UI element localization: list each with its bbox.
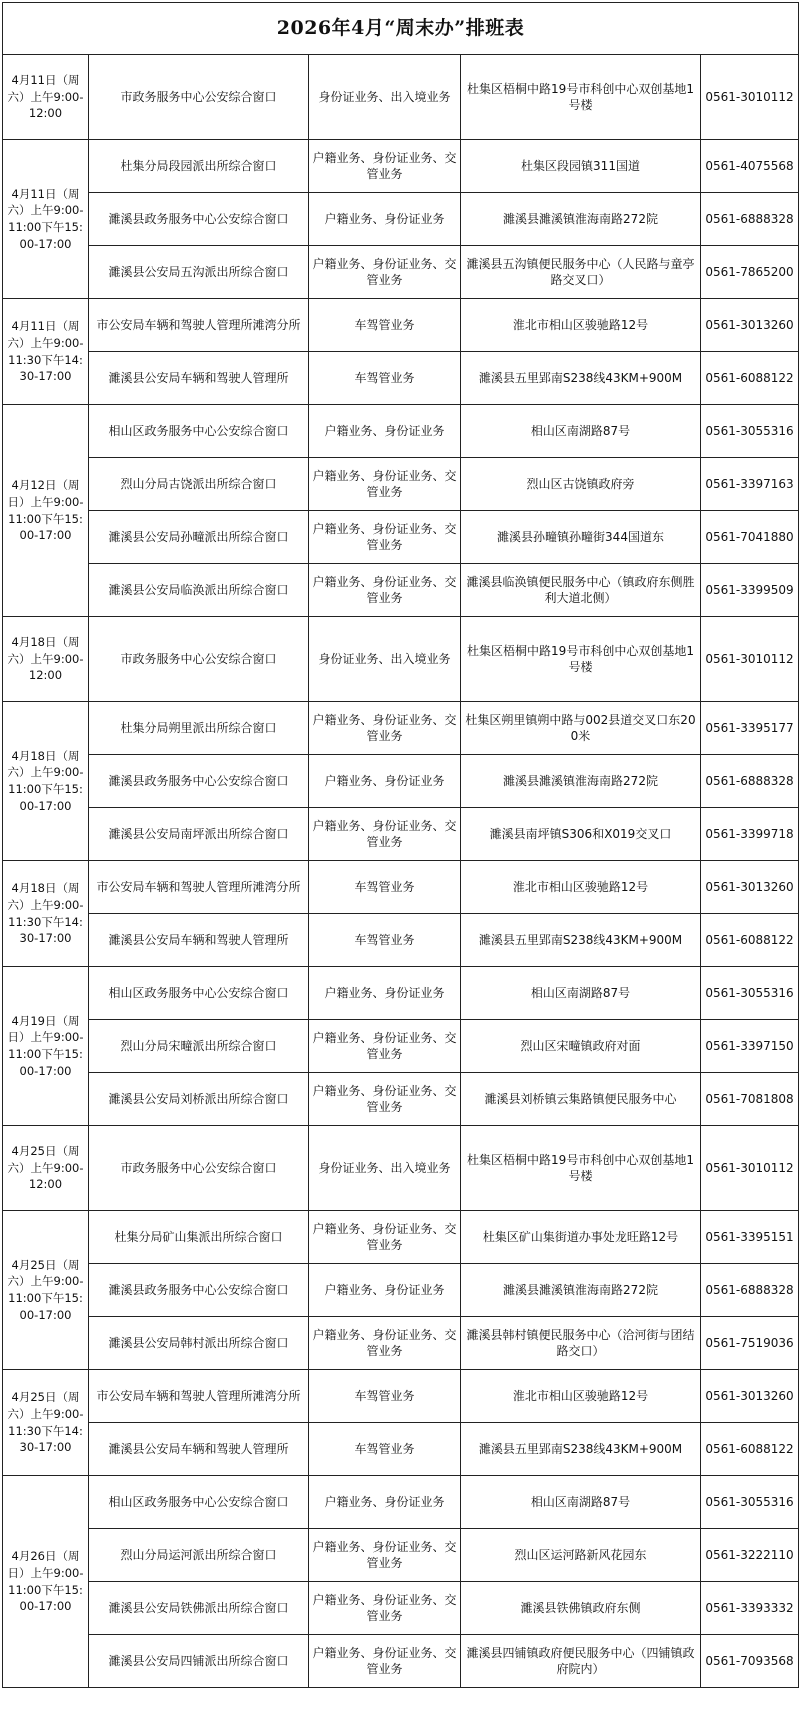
address-cell: 杜集区梧桐中路19号市科创中心双创基地1号楼 xyxy=(461,55,701,140)
date-cell: 4月25日（周六）上午9:00-12:00 xyxy=(3,1126,89,1211)
table-row xyxy=(3,1020,799,1073)
window-cell: 杜集分局矿山集派出所综合窗口 xyxy=(89,1211,309,1264)
address-cell: 相山区南湖路87号 xyxy=(461,967,701,1020)
business-cell: 户籍业务、身份证业务、交管业务 xyxy=(309,140,461,193)
window-cell: 濉溪县公安局南坪派出所综合窗口 xyxy=(89,808,309,861)
table-row xyxy=(3,299,799,352)
date-cell: 4月25日（周六）上午9:00-11:30下午14:30-17:00 xyxy=(3,1370,89,1476)
window-cell: 烈山分局运河派出所综合窗口 xyxy=(89,1529,309,1582)
address-cell: 濉溪县临涣镇便民服务中心（镇政府东侧胜利大道北侧） xyxy=(461,564,701,617)
window-cell: 濉溪县公安局刘桥派出所综合窗口 xyxy=(89,1073,309,1126)
address-cell: 杜集区段园镇311国道 xyxy=(461,140,701,193)
business-cell: 户籍业务、身份证业务、交管业务 xyxy=(309,702,461,755)
address-cell: 杜集区梧桐中路19号市科创中心双创基地1号楼 xyxy=(461,1126,701,1211)
phone-cell: 0561-3397163 xyxy=(701,458,799,511)
window-cell: 濉溪县公安局韩村派出所综合窗口 xyxy=(89,1317,309,1370)
table-row xyxy=(3,140,799,193)
date-cell: 4月11日（周六）上午9:00-11:00下午15:00-17:00 xyxy=(3,140,89,299)
phone-cell: 0561-7041880 xyxy=(701,511,799,564)
business-cell: 户籍业务、身份证业务、交管业务 xyxy=(309,1073,461,1126)
table-row xyxy=(3,1264,799,1317)
address-cell: 杜集区矿山集街道办事处龙旺路12号 xyxy=(461,1211,701,1264)
phone-cell: 0561-3395177 xyxy=(701,702,799,755)
phone-cell: 0561-3055316 xyxy=(701,405,799,458)
window-cell: 濉溪县公安局车辆和驾驶人管理所 xyxy=(89,352,309,405)
table-row xyxy=(3,755,799,808)
phone-cell: 0561-3013260 xyxy=(701,1370,799,1423)
address-cell: 濉溪县五里郢南S238线43KM+900M xyxy=(461,352,701,405)
business-cell: 户籍业务、身份证业务 xyxy=(309,193,461,246)
business-cell: 户籍业务、身份证业务 xyxy=(309,405,461,458)
phone-cell: 0561-6888328 xyxy=(701,1264,799,1317)
phone-cell: 0561-6088122 xyxy=(701,352,799,405)
phone-cell: 0561-6888328 xyxy=(701,755,799,808)
table-row xyxy=(3,352,799,405)
table-row xyxy=(3,808,799,861)
date-cell: 4月19日（周日）上午9:00-11:00下午15:00-17:00 xyxy=(3,967,89,1126)
business-cell: 身份证业务、出入境业务 xyxy=(309,55,461,140)
phone-cell: 0561-3397150 xyxy=(701,1020,799,1073)
business-cell: 户籍业务、身份证业务、交管业务 xyxy=(309,1529,461,1582)
phone-cell: 0561-6888328 xyxy=(701,193,799,246)
business-cell: 户籍业务、身份证业务 xyxy=(309,1264,461,1317)
phone-cell: 0561-3010112 xyxy=(701,617,799,702)
phone-cell: 0561-7081808 xyxy=(701,1073,799,1126)
table-row xyxy=(3,1476,799,1529)
window-cell: 濉溪县公安局车辆和驾驶人管理所 xyxy=(89,1423,309,1476)
business-cell: 车驾管业务 xyxy=(309,861,461,914)
table-row xyxy=(3,1211,799,1264)
table-row xyxy=(3,405,799,458)
phone-cell: 0561-4075568 xyxy=(701,140,799,193)
business-cell: 车驾管业务 xyxy=(309,299,461,352)
schedule-body xyxy=(3,3,799,1688)
business-cell: 户籍业务、身份证业务、交管业务 xyxy=(309,246,461,299)
date-cell: 4月25日（周六）上午9:00-11:00下午15:00-17:00 xyxy=(3,1211,89,1370)
business-cell: 户籍业务、身份证业务 xyxy=(309,967,461,1020)
window-cell: 相山区政务服务中心公安综合窗口 xyxy=(89,1476,309,1529)
phone-cell: 0561-6088122 xyxy=(701,914,799,967)
address-cell: 烈山区运河路新风花园东 xyxy=(461,1529,701,1582)
table-row xyxy=(3,1126,799,1211)
window-cell: 濉溪县公安局四铺派出所综合窗口 xyxy=(89,1635,309,1688)
table-row xyxy=(3,1582,799,1635)
window-cell: 市政务服务中心公安综合窗口 xyxy=(89,55,309,140)
table-row xyxy=(3,1635,799,1688)
address-cell: 濉溪县韩村镇便民服务中心（洽河街与团结路交口） xyxy=(461,1317,701,1370)
schedule-table xyxy=(2,2,799,1688)
window-cell: 濉溪县公安局孙疃派出所综合窗口 xyxy=(89,511,309,564)
table-row xyxy=(3,511,799,564)
table-row xyxy=(3,55,799,140)
business-cell: 车驾管业务 xyxy=(309,352,461,405)
address-cell: 濉溪县铁佛镇政府东侧 xyxy=(461,1582,701,1635)
phone-cell: 0561-3399509 xyxy=(701,564,799,617)
address-cell: 濉溪县刘桥镇云集路镇便民服务中心 xyxy=(461,1073,701,1126)
phone-cell: 0561-7093568 xyxy=(701,1635,799,1688)
business-cell: 户籍业务、身份证业务、交管业务 xyxy=(309,564,461,617)
window-cell: 市公安局车辆和驾驶人管理所滩湾分所 xyxy=(89,299,309,352)
address-cell: 濉溪县濉溪镇淮海南路272院 xyxy=(461,1264,701,1317)
phone-cell: 0561-3010112 xyxy=(701,1126,799,1211)
window-cell: 濉溪县政务服务中心公安综合窗口 xyxy=(89,755,309,808)
date-cell: 4月11日（周六）上午9:00-11:30下午14:30-17:00 xyxy=(3,299,89,405)
table-row xyxy=(3,702,799,755)
phone-cell: 0561-7519036 xyxy=(701,1317,799,1370)
business-cell: 户籍业务、身份证业务 xyxy=(309,1476,461,1529)
address-cell: 烈山区宋疃镇政府对面 xyxy=(461,1020,701,1073)
address-cell: 杜集区朔里镇朔中路与002县道交叉口东200米 xyxy=(461,702,701,755)
address-cell: 濉溪县五里郢南S238线43KM+900M xyxy=(461,1423,701,1476)
table-row xyxy=(3,1370,799,1423)
business-cell: 户籍业务、身份证业务、交管业务 xyxy=(309,1211,461,1264)
table-row xyxy=(3,193,799,246)
phone-cell: 0561-3055316 xyxy=(701,1476,799,1529)
address-cell: 濉溪县濉溪镇淮海南路272院 xyxy=(461,193,701,246)
window-cell: 杜集分局朔里派出所综合窗口 xyxy=(89,702,309,755)
window-cell: 濉溪县政务服务中心公安综合窗口 xyxy=(89,1264,309,1317)
phone-cell: 0561-3013260 xyxy=(701,861,799,914)
address-cell: 淮北市相山区骏驰路12号 xyxy=(461,299,701,352)
phone-cell: 0561-7865200 xyxy=(701,246,799,299)
window-cell: 濉溪县公安局临涣派出所综合窗口 xyxy=(89,564,309,617)
business-cell: 户籍业务、身份证业务 xyxy=(309,755,461,808)
window-cell: 濉溪县公安局车辆和驾驶人管理所 xyxy=(89,914,309,967)
phone-cell: 0561-3013260 xyxy=(701,299,799,352)
business-cell: 身份证业务、出入境业务 xyxy=(309,617,461,702)
window-cell: 市公安局车辆和驾驶人管理所滩湾分所 xyxy=(89,861,309,914)
address-cell: 濉溪县南坪镇S306和X019交叉口 xyxy=(461,808,701,861)
phone-cell: 0561-6088122 xyxy=(701,1423,799,1476)
address-cell: 烈山区古饶镇政府旁 xyxy=(461,458,701,511)
table-row xyxy=(3,1423,799,1476)
business-cell: 户籍业务、身份证业务、交管业务 xyxy=(309,1635,461,1688)
address-cell: 濉溪县五沟镇便民服务中心（人民路与童亭路交叉口） xyxy=(461,246,701,299)
business-cell: 车驾管业务 xyxy=(309,914,461,967)
phone-cell: 0561-3055316 xyxy=(701,967,799,1020)
date-cell: 4月18日（周六）上午9:00-12:00 xyxy=(3,617,89,702)
phone-cell: 0561-3399718 xyxy=(701,808,799,861)
business-cell: 户籍业务、身份证业务、交管业务 xyxy=(309,458,461,511)
address-cell: 淮北市相山区骏驰路12号 xyxy=(461,1370,701,1423)
table-row xyxy=(3,564,799,617)
table-row xyxy=(3,914,799,967)
window-cell: 濉溪县政务服务中心公安综合窗口 xyxy=(89,193,309,246)
window-cell: 市政务服务中心公安综合窗口 xyxy=(89,1126,309,1211)
table-row xyxy=(3,1073,799,1126)
window-cell: 市政务服务中心公安综合窗口 xyxy=(89,617,309,702)
date-cell: 4月18日（周六）上午9:00-11:00下午15:00-17:00 xyxy=(3,702,89,861)
title-row xyxy=(3,3,799,55)
table-row xyxy=(3,1317,799,1370)
date-cell: 4月18日（周六）上午9:00-11:30下午14:30-17:00 xyxy=(3,861,89,967)
phone-cell: 0561-3222110 xyxy=(701,1529,799,1582)
window-cell: 烈山分局宋疃派出所综合窗口 xyxy=(89,1020,309,1073)
address-cell: 杜集区梧桐中路19号市科创中心双创基地1号楼 xyxy=(461,617,701,702)
window-cell: 濉溪县公安局铁佛派出所综合窗口 xyxy=(89,1582,309,1635)
address-cell: 相山区南湖路87号 xyxy=(461,405,701,458)
address-cell: 濉溪县五里郢南S238线43KM+900M xyxy=(461,914,701,967)
address-cell: 相山区南湖路87号 xyxy=(461,1476,701,1529)
page-title: 2026年4月“周末办”排班表 xyxy=(3,3,799,55)
business-cell: 车驾管业务 xyxy=(309,1423,461,1476)
address-cell: 濉溪县濉溪镇淮海南路272院 xyxy=(461,755,701,808)
business-cell: 车驾管业务 xyxy=(309,1370,461,1423)
window-cell: 濉溪县公安局五沟派出所综合窗口 xyxy=(89,246,309,299)
table-row xyxy=(3,967,799,1020)
date-cell: 4月26日（周日）上午9:00-11:00下午15:00-17:00 xyxy=(3,1476,89,1688)
address-cell: 濉溪县四铺镇政府便民服务中心（四铺镇政府院内） xyxy=(461,1635,701,1688)
address-cell: 濉溪县孙疃镇孙疃街344国道东 xyxy=(461,511,701,564)
window-cell: 相山区政务服务中心公安综合窗口 xyxy=(89,967,309,1020)
table-row xyxy=(3,1529,799,1582)
business-cell: 户籍业务、身份证业务、交管业务 xyxy=(309,1020,461,1073)
table-row xyxy=(3,617,799,702)
address-cell: 淮北市相山区骏驰路12号 xyxy=(461,861,701,914)
window-cell: 杜集分局段园派出所综合窗口 xyxy=(89,140,309,193)
business-cell: 身份证业务、出入境业务 xyxy=(309,1126,461,1211)
business-cell: 户籍业务、身份证业务、交管业务 xyxy=(309,1582,461,1635)
business-cell: 户籍业务、身份证业务、交管业务 xyxy=(309,808,461,861)
phone-cell: 0561-3393332 xyxy=(701,1582,799,1635)
table-row xyxy=(3,861,799,914)
window-cell: 相山区政务服务中心公安综合窗口 xyxy=(89,405,309,458)
business-cell: 户籍业务、身份证业务、交管业务 xyxy=(309,1317,461,1370)
window-cell: 市公安局车辆和驾驶人管理所滩湾分所 xyxy=(89,1370,309,1423)
window-cell: 烈山分局古饶派出所综合窗口 xyxy=(89,458,309,511)
phone-cell: 0561-3010112 xyxy=(701,55,799,140)
table-row xyxy=(3,458,799,511)
date-cell: 4月12日（周日）上午9:00-11:00下午15:00-17:00 xyxy=(3,405,89,617)
date-cell: 4月11日（周六）上午9:00-12:00 xyxy=(3,55,89,140)
table-row xyxy=(3,246,799,299)
business-cell: 户籍业务、身份证业务、交管业务 xyxy=(309,511,461,564)
phone-cell: 0561-3395151 xyxy=(701,1211,799,1264)
